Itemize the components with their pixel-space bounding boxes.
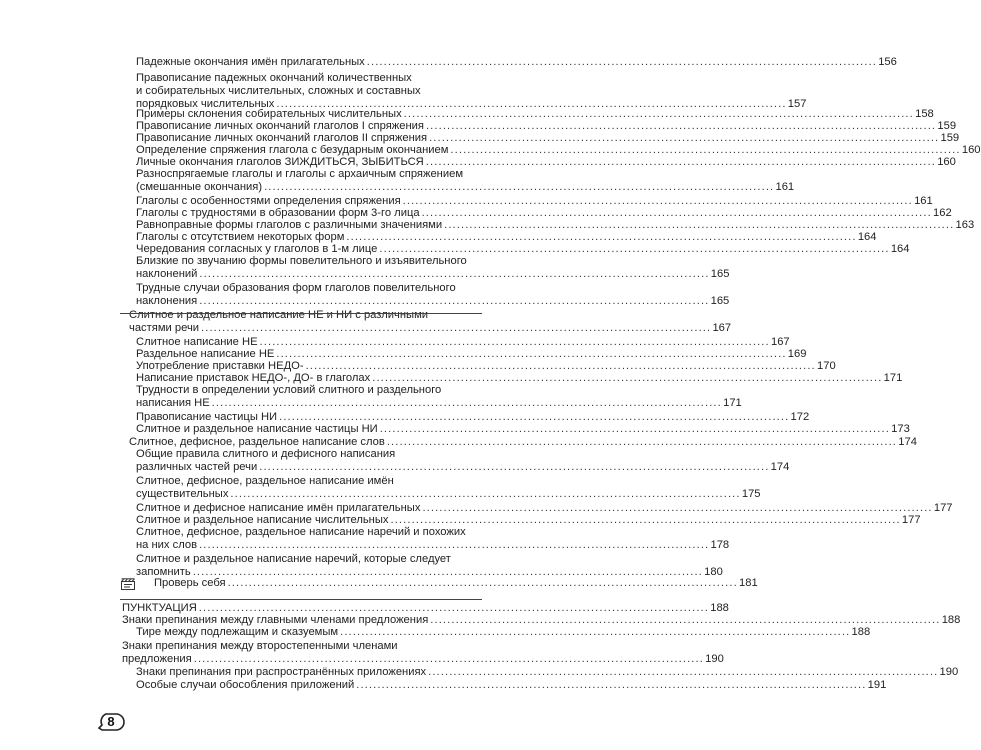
toc-entry-title: ПУНКТУАЦИЯ [122,601,197,614]
toc-page-number: 173 [891,422,910,435]
toc-entry-title: Проверь себя [154,576,226,589]
section-divider [120,599,482,600]
toc-entry[interactable] [136,553,723,579]
toc-page-number: 190 [705,653,724,666]
toc-entry-title: Слитное написание НЕ [136,335,258,348]
page-number-badge [98,713,124,731]
toc-page-number: 177 [901,513,921,526]
toc-page-number: 161 [914,194,933,207]
toc-page-number: 167 [712,322,732,335]
toc-page-number: 171 [723,397,742,410]
toc-entry-title: наклонений [136,268,198,281]
toc-entry-title: Чередования согласных у глаголов в 1-м лице [136,242,378,255]
toc-entry-title: Равноправные формы глаголов с различными значениями [136,218,443,231]
toc-entry-title: и собирательных числительных, сложных и составных [136,85,421,98]
toc-entry-title: существительных [136,488,229,501]
toc-entry-title: Правописание личных окончаний глаголов II спряжения [136,131,428,144]
toc-entry-title: Глаголы с отсутствием некоторых форм [136,230,345,243]
toc-page-number: 178 [710,539,730,552]
dot-leader [428,666,936,679]
toc-entry[interactable] [136,665,959,679]
toc-entry-title: Особые случаи обособления приложений [136,678,355,691]
toc-entry-title: Глаголы с особенностями определения спряжения [136,194,401,207]
toc-page-number: 174 [898,435,917,448]
toc-page-number: 177 [933,501,953,514]
toc-page-number: 161 [775,181,795,194]
toc-page-number: 164 [890,242,910,255]
dot-leader [367,56,875,69]
toc-entry-title: Знаки препинания между главными членами предложения [122,613,429,626]
toc-page-number: 170 [817,359,836,372]
toc-entry-title: Употребление приставки НЕДО- [136,359,304,372]
toc-page-number: 190 [939,665,959,678]
toc-entry-title: Слитное, дефисное, раздельное написание имён [136,475,394,487]
toc-entry-title: написания НЕ [136,397,210,410]
toc-page-number: 175 [741,488,761,501]
toc-entry[interactable] [136,384,742,410]
dot-leader [199,268,707,281]
dot-leader [199,539,707,552]
toc-entry[interactable] [136,255,730,281]
toc-entry[interactable] [136,55,897,69]
toc-entry-title: Слитное и дефисное написание имён прилагательных [136,501,421,514]
toc-entry-title: (смешанные окончания) [136,181,263,194]
dot-leader [201,322,709,335]
dot-leader [230,488,738,501]
toc-page-number: 167 [770,335,790,348]
toc-entry-title: на них слов [136,539,198,552]
toc-page-number: 165 [710,295,730,308]
toc-entry-title: Раздельное написание НЕ [136,347,275,360]
toc-entry-title: Трудности в определении условий слитного и раздельного [136,384,442,396]
toc-entry-title: Слитное и раздельное написание числительных [136,513,389,526]
toc-page-number: 162 [933,206,952,219]
toc-entry-title: Слитное, дефисное, раздельное написание наречий и похожих [136,526,466,538]
toc-entry-title: Правописание падежных окончаний количественных [136,72,412,84]
toc-page-number: 160 [937,155,956,168]
toc-page-number: 163 [955,218,975,231]
toc-entry-title: частями речи [129,322,200,335]
toc-entry-title: Написание приставок НЕДО-, ДО- в глаголах [136,371,371,384]
toc-entry-title: Глаголы с трудностями в образовании форм 3-го лица [136,206,420,219]
toc-entry-title: Примеры склонения собирательных числительных [136,107,402,120]
toc-entry-title: Правописание личных окончаний глаголов I спряжения [136,119,424,132]
dot-leader [199,295,707,308]
toc-page-number: 159 [940,131,960,144]
toc-page-number: 188 [710,601,729,614]
toc-entry[interactable] [136,448,790,474]
toc-entry-title: Личные окончания глаголов ЗИЖДИТЬСЯ, ЗЫБИТЬСЯ [136,155,424,168]
toc-page-number: 157 [787,98,807,111]
toc-entry[interactable] [136,625,871,639]
toc-page-number: 180 [704,566,723,579]
toc-entry[interactable] [154,576,758,590]
toc-entry[interactable] [136,422,910,436]
toc-page-number: 191 [867,678,887,691]
toc-entry[interactable] [136,282,730,308]
toc-page-number: 158 [915,107,934,120]
toc-page-number: 181 [739,576,758,589]
toc-page-number: 174 [770,461,790,474]
dot-leader [228,577,736,590]
toc-entry-title: Знаки препинания между второстепенными членами [122,640,398,652]
toc-page-number: 156 [878,55,897,68]
toc-entry-title: Падежные окончания имён прилагательных [136,55,365,68]
toc-entry-title: запомнить [136,566,191,579]
toc-page-number: 169 [787,347,807,360]
dot-leader [259,461,767,474]
toc-entry-title: Разноспрягаемые глаголы и глаголы с архаичным спряжением [136,168,464,180]
toc-entry-title: Определение спряжения глагола с безударным окончанием [136,143,449,156]
page-number: 8 [107,714,115,729]
toc-entry-title: Трудные случаи образования форм глаголов повелительного [136,282,456,294]
toc-entry-title: предложения [122,653,192,666]
toc-page-number: 159 [937,119,957,132]
toc-entry-title: Тире между подлежащим и сказуемым [136,625,339,638]
toc-page-number: 171 [883,371,903,384]
toc-entry-title: порядковых числительных [136,98,275,111]
toc-page-number: 188 [941,613,961,626]
toc-page-number: 172 [790,410,810,423]
toc-entry-title: Правописание частицы НИ [136,410,278,423]
dot-leader [340,626,848,639]
toc-page-number: 188 [851,625,871,638]
toc-entry-title: Слитное и раздельное написание наречий, которые следует [136,553,451,565]
dot-leader [194,653,702,666]
checklist-icon [121,577,135,589]
dot-leader [264,181,772,194]
toc-entry[interactable] [136,475,761,501]
dot-leader [212,397,720,410]
dot-leader [356,679,864,692]
toc-entry[interactable] [122,640,724,666]
toc-page-number: 164 [857,230,877,243]
toc-entry-title: Близкие по звучанию формы повелительного и изъявительного [136,255,467,267]
toc-page-number: 160 [961,143,981,156]
toc-entry[interactable] [136,168,795,194]
toc-entry-title: Слитное и раздельное написание НЕ и НИ с различными [129,309,429,321]
toc-entry-title: наклонения [136,295,198,308]
toc-entry[interactable] [136,72,807,112]
toc-entry[interactable] [136,678,887,692]
toc-entry-title: Слитное и раздельное написание частицы НИ [136,422,378,435]
toc-page-number: 165 [710,268,730,281]
toc-entry-title: Слитное, дефисное, раздельное написание слов [129,435,385,448]
section-divider [120,313,482,314]
toc-entry-title: Знаки препинания при распространённых приложениях [136,665,427,678]
toc-entry-title: различных частей речи [136,461,258,474]
toc-entry-title: Общие правила слитного и дефисного написания [136,448,396,460]
toc-entry[interactable] [136,526,730,552]
dot-leader [426,156,934,169]
dot-leader [380,423,888,436]
